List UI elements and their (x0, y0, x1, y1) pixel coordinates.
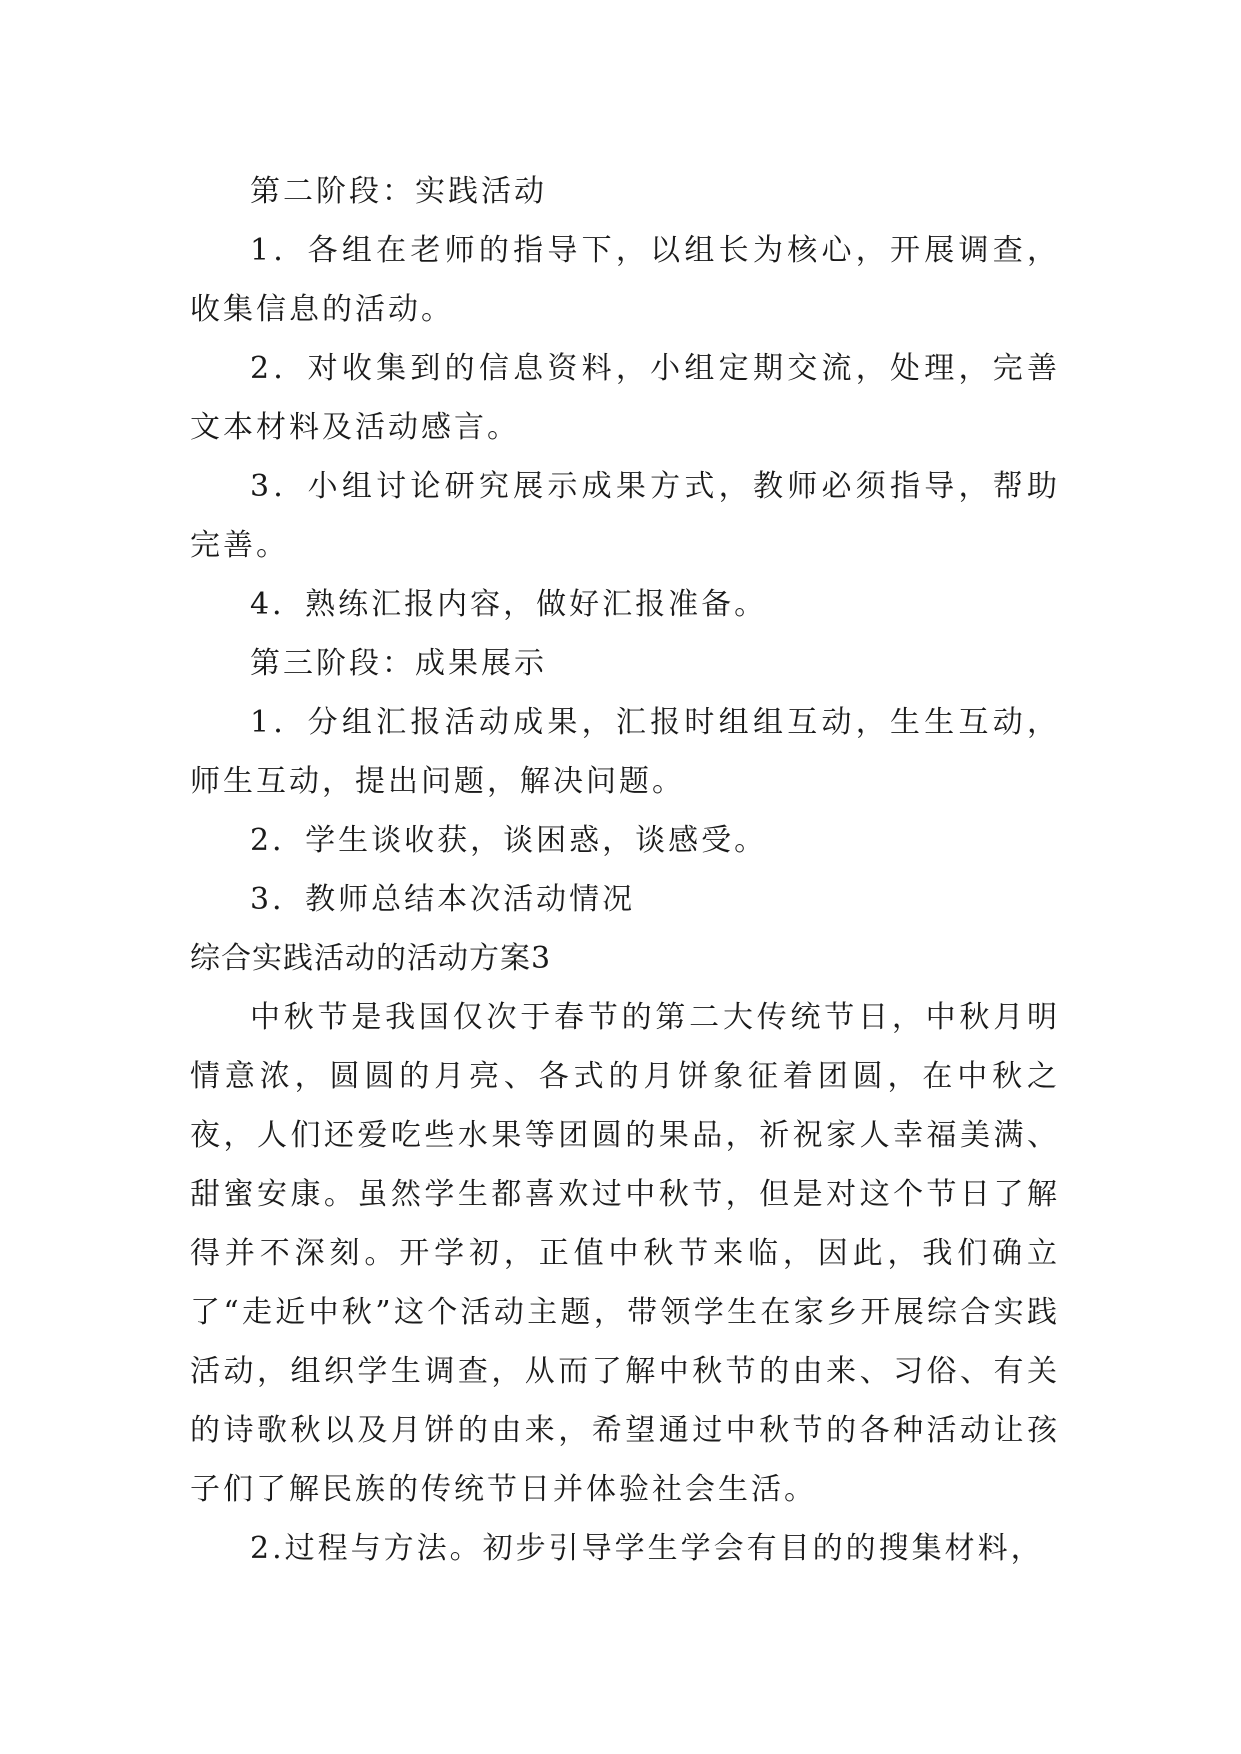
mid-autumn-intro: 中秋节是我国仅次于春节的第二大传统节日，中秋月明情意浓，圆圆的月亮、各式的月饼象征着团圆，在中秋之夜，人们还爱吃些水果等团圆的果品，祈祝家人幸福美满、甜蜜安康。虽然学生都喜欢过中秋节，但是对这个节日了解得并不深刻。开学初，正值中秋节来临，因此，我们确立了“走近中秋”这个活动主题，带领学生在家乡开展综合实践活动，组织学生调查，从而了解中秋节的由来、习俗、有关的诗歌秋以及月饼的由来，希望通过中秋节的各种活动让孩子们了解民族的传统节日并体验社会生活。 (190, 1000, 1060, 1507)
stage-three-item-1: 1．分组汇报活动成果，汇报时组组互动，生生互动，师生互动，提出问题，解决问题。 (190, 705, 1060, 799)
stage-two-item-4: 4．熟练汇报内容，做好汇报准备。 (250, 587, 768, 622)
stage-three-item-2: 2．学生谈收获，谈困惑，谈感受。 (250, 823, 768, 858)
stage-two-item-2: 2．对收集到的信息资料，小组定期交流，处理，完善文本材料及活动感言。 (190, 351, 1060, 445)
stage-two-item-1: 1．各组在老师的指导下，以组长为核心，开展调查，收集信息的活动。 (190, 233, 1060, 327)
stage-two-heading: 第二阶段：实践活动 (250, 174, 547, 209)
stage-two-item-3: 3．小组讨论研究展示成果方式，教师必须指导，帮助完善。 (190, 469, 1060, 563)
document-body (190, 162, 1060, 1578)
process-method-item: 2.过程与方法。初步引导学生学会有目的的搜集材料， (250, 1531, 1044, 1566)
plan-3-title: 综合实践活动的活动方案3 (190, 941, 552, 976)
stage-three-heading: 第三阶段：成果展示 (250, 646, 547, 681)
stage-three-item-3: 3．教师总结本次活动情况 (250, 882, 636, 917)
